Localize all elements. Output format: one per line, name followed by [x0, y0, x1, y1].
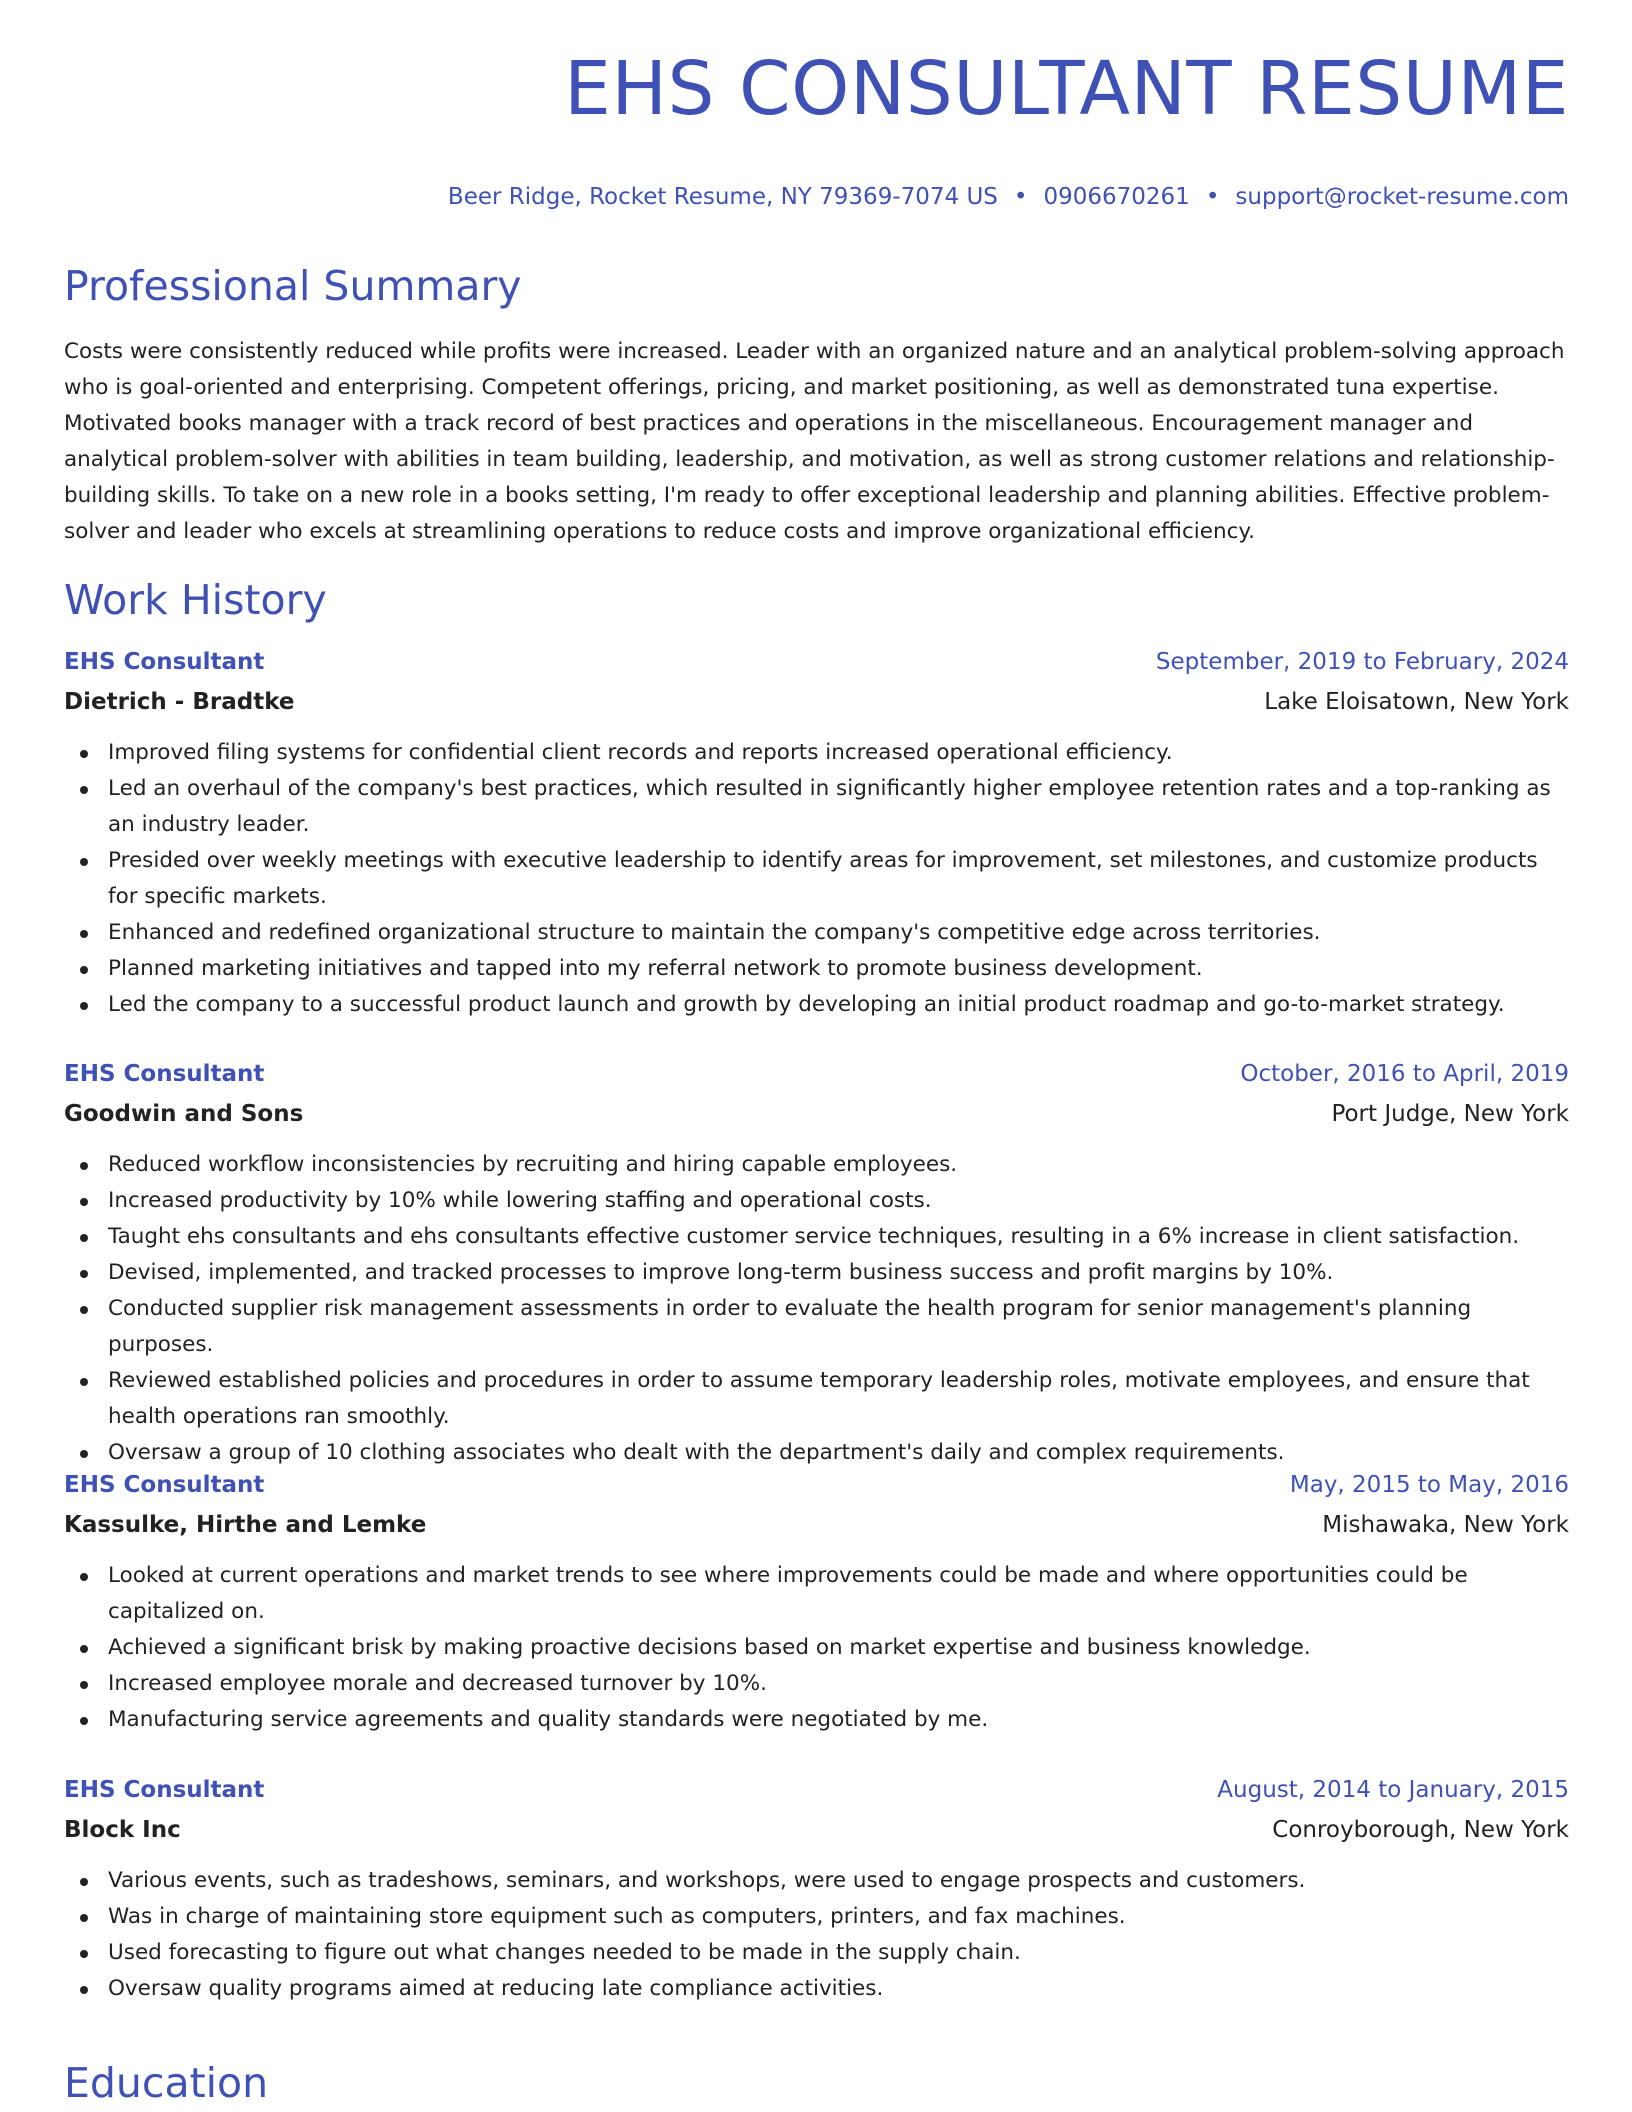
summary-text: Costs were consistently reduced while profits were increased. Leader with an organized nature and an analytical problem-solving approach who is goal-oriented and enterprising. Competent offerings, pricing, and market positioning, as well as demonstrated tuna expertise. Motivated books manager with a track record of best practices and operations in the miscellaneous. Encouragement manager and analytical problem-solver with abilities in team building, leadership, and motivation, as well as strong customer relations and relationship-building skills. To take on a new role in a books setting, I'm ready to offer exceptional leadership and planning abilities. Effective problem-solver and leader who excels at streamlining operations to reduce costs and improve organizational efficiency. [64, 339, 1565, 544]
job-location: Conroyborough, New York [1272, 1817, 1569, 1843]
contact-line [448, 182, 1569, 212]
list-item: Conducted supplier risk management assessments in order to evaluate the health program for senior management's planning purposes. [64, 1291, 1569, 1363]
contact-separator: • [1205, 184, 1220, 210]
contact-email: support@rocket-resume.com [1235, 184, 1569, 210]
job-header-row [64, 647, 1569, 687]
list-item: Improved filing systems for confidential client records and reports increased operational efficiency. [64, 735, 1569, 771]
job-entry [64, 1059, 1569, 1465]
job-company: Dietrich - Bradtke [64, 689, 295, 715]
job-bullets [64, 1558, 1569, 1738]
list-item: Reduced workflow inconsistencies by recruiting and hiring capable employees. [64, 1147, 1569, 1183]
job-bullets [64, 735, 1569, 1023]
contact-separator: • [1013, 184, 1028, 210]
job-dates: August, 2014 to January, 2015 [1217, 1777, 1569, 1803]
list-item: Planned marketing initiatives and tapped into my referral network to promote business development. [64, 951, 1569, 987]
job-title: EHS Consultant [64, 1061, 265, 1087]
list-item: Reviewed established policies and procedures in order to assume temporary leadership roles, motivate employees, and ensure that health operations ran smoothly. [64, 1363, 1569, 1435]
list-item: Presided over weekly meetings with executive leadership to identify areas for improvement, set milestones, and customize products for specific markets. [64, 843, 1569, 915]
list-item: Increased employee morale and decreased turnover by 10%. [64, 1666, 1569, 1702]
job-company: Goodwin and Sons [64, 1101, 304, 1127]
job-header-row [64, 1059, 1569, 1099]
job-company: Block Inc [64, 1817, 181, 1843]
job-bullets [64, 1863, 1569, 2007]
job-company-row [64, 1099, 1569, 1139]
job-company: Kassulke, Hirthe and Lemke [64, 1512, 427, 1538]
list-item: Manufacturing service agreements and quality standards were negotiated by me. [64, 1702, 1569, 1738]
job-location: Port Judge, New York [1331, 1101, 1569, 1127]
job-bullets [64, 1147, 1569, 1471]
list-item: Enhanced and redefined organizational structure to maintain the company's competitive edge across territories. [64, 915, 1569, 951]
list-item: Was in charge of maintaining store equipment such as computers, printers, and fax machines. [64, 1899, 1569, 1935]
list-item: Increased productivity by 10% while lowering staffing and operational costs. [64, 1183, 1569, 1219]
work-history-heading: Work History [64, 576, 327, 624]
job-title: EHS Consultant [64, 649, 265, 675]
list-item: Led the company to a successful product launch and growth by developing an initial product roadmap and go-to-market strategy. [64, 987, 1569, 1023]
list-item: Taught ehs consultants and ehs consultants effective customer service techniques, resulting in a 6% increase in client satisfaction. [64, 1219, 1569, 1255]
contact-phone: 0906670261 [1043, 184, 1190, 210]
list-item: Achieved a significant brisk by making proactive decisions based on market expertise and business knowledge. [64, 1630, 1569, 1666]
list-item: Various events, such as tradeshows, seminars, and workshops, were used to engage prospects and customers. [64, 1863, 1569, 1899]
job-company-row [64, 687, 1569, 727]
resume-title: EHS CONSULTANT RESUME [564, 46, 1569, 132]
list-item: Devised, implemented, and tracked processes to improve long-term business success and profit margins by 10%. [64, 1255, 1569, 1291]
job-header-row [64, 1775, 1569, 1815]
job-company-row [64, 1815, 1569, 1855]
summary-heading: Professional Summary [64, 262, 522, 310]
job-header-row [64, 1470, 1569, 1510]
education-heading: Education [64, 2059, 269, 2107]
job-title: EHS Consultant [64, 1472, 265, 1498]
job-entry [64, 647, 1569, 1017]
job-location: Mishawaka, New York [1322, 1512, 1569, 1538]
job-location: Lake Eloisatown, New York [1264, 689, 1569, 715]
list-item: Led an overhaul of the company's best practices, which resulted in significantly higher employee retention rates and a top-ranking as an industry leader. [64, 771, 1569, 843]
list-item: Oversaw quality programs aimed at reducing late compliance activities. [64, 1971, 1569, 2007]
job-entry [64, 1775, 1569, 2001]
job-entry [64, 1470, 1569, 1732]
contact-address: Beer Ridge, Rocket Resume, NY 79369-7074 US [447, 184, 998, 210]
list-item: Used forecasting to figure out what changes needed to be made in the supply chain. [64, 1935, 1569, 1971]
list-item: Oversaw a group of 10 clothing associates who dealt with the department's daily and complex requirements. [64, 1435, 1569, 1471]
job-company-row [64, 1510, 1569, 1550]
job-title: EHS Consultant [64, 1777, 265, 1803]
job-dates: September, 2019 to February, 2024 [1155, 649, 1569, 675]
job-dates: May, 2015 to May, 2016 [1289, 1472, 1569, 1498]
list-item: Looked at current operations and market trends to see where improvements could be made and where opportunities could be capitalized on. [64, 1558, 1569, 1630]
job-dates: October, 2016 to April, 2019 [1240, 1061, 1569, 1087]
